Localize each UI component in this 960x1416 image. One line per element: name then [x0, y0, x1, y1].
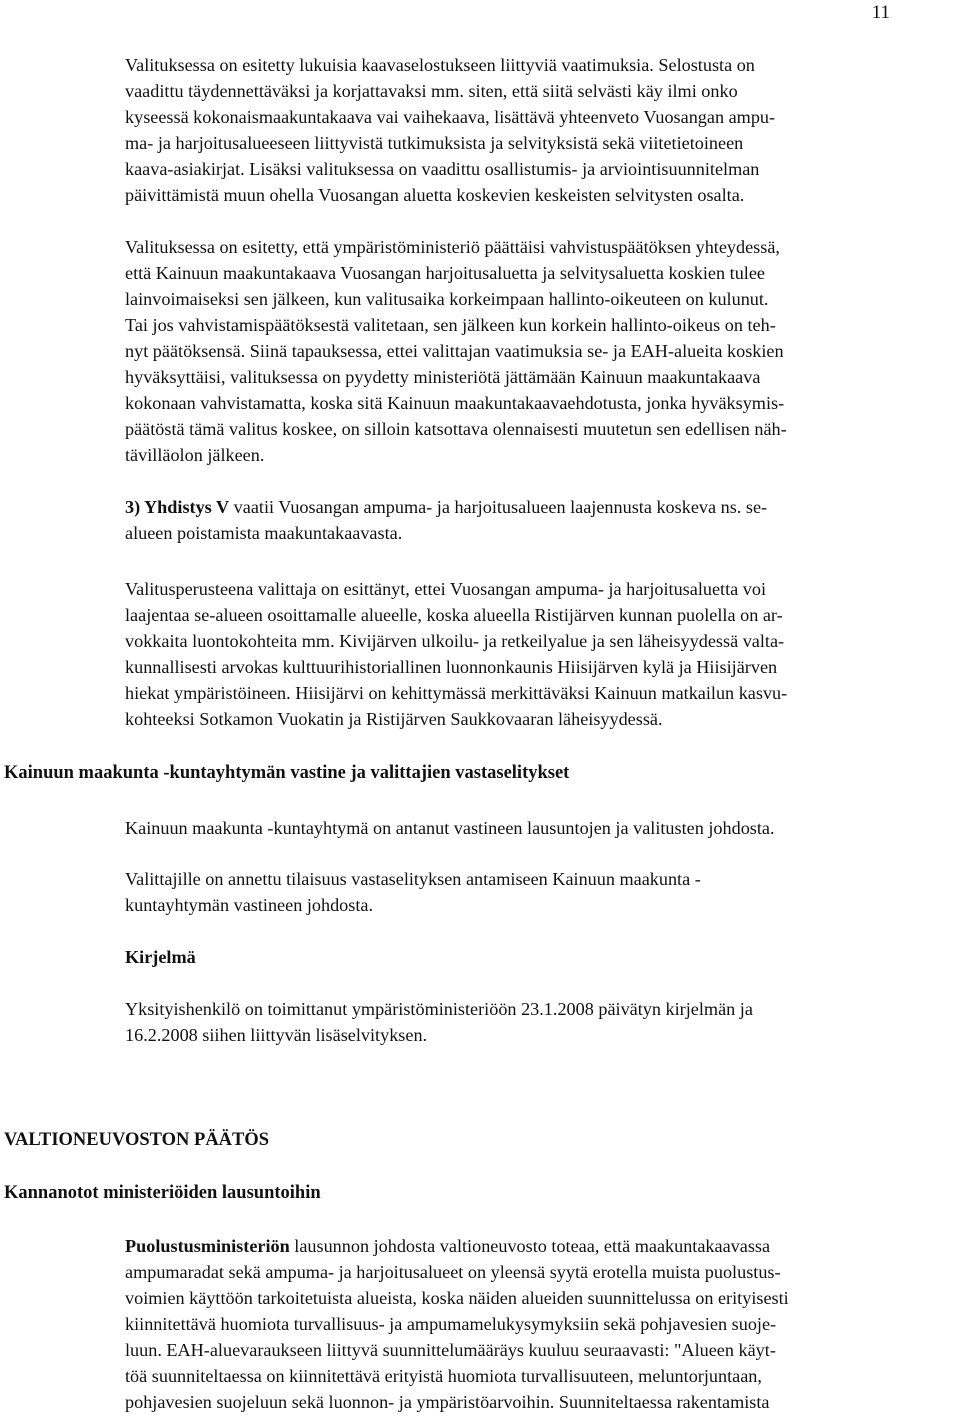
- text-line: töä suunniteltaessa on kiinnitettävä erityistä huomiota turvallisuuteen, meluntorjuntaan,: [125, 1366, 762, 1386]
- text-line: että Kainuun maakuntakaava Vuosangan harjoitusaluetta ja selvitysaluetta koskien tulee: [125, 263, 765, 283]
- text-line: kuntayhtymän vastineen johdosta.: [125, 895, 374, 915]
- text-line: Valituksessa on esitetty, että ympäristöministeriö päättäisi vahvistuspäätöksen yhteydessä,: [125, 237, 780, 257]
- text-fragment: vaatii Vuosangan ampuma- ja harjoitusalueen laajennusta koskeva ns. se-: [229, 497, 768, 517]
- text-line: luun. EAH-aluevaraukseen liittyvä suunnittelumääräys kuuluu seuraavasti: "Alueen käyt-: [125, 1340, 776, 1360]
- text-line: kiinnitettävä huomiota turvallisuus- ja ampumamelukysymyksiin sekä pohjavesien suoje-: [125, 1314, 777, 1334]
- text-line: [125, 494, 955, 520]
- text-line: päätöstä tämä valitus koskee, on silloin katsottava olennaisesti muutetun sen edellisen näh-: [125, 419, 787, 439]
- text-line: lainvoimaiseksi sen jälkeen, kun valitusaika korkeimpaan hallinto-oikeuteen on kulunut.: [125, 289, 769, 309]
- section-heading-vastine: Kainuun maakunta -kuntayhtymän vastine ja valittajien vastaselitykset: [4, 763, 570, 783]
- text-line: kohteeksi Sotkamon Vuokatin ja Ristijärven Saukkovaaran läheisyydessä.: [125, 709, 663, 729]
- subheading-kirjelma: Kirjelmä: [125, 947, 196, 967]
- section-heading-kannanotot: Kannanotot ministeriöiden lausuntoihin: [4, 1183, 321, 1203]
- paragraph-kirjelma: [125, 996, 955, 1048]
- text-line: laajentaa se-alueen osoittamalle alueelle, koska alueella Ristijärven kunnan puolella on ar-: [125, 605, 783, 625]
- text-line: hiekat ympäristöineen. Hiisijärvi on kehittymässä merkittäväksi Kainuun matkailun kasvu-: [125, 683, 788, 703]
- text-line: Kainuun maakunta -kuntayhtymä on antanut vastineen lausuntojen ja valitusten johdosta.: [125, 818, 775, 838]
- bold-lead: Puolustusministeriön: [125, 1236, 290, 1256]
- paragraph-puolustusministerio: [125, 1233, 955, 1415]
- page-number: 11: [871, 2, 890, 23]
- text-fragment: lausunnon johdosta valtioneuvosto toteaa, että maakuntakaavassa: [289, 1236, 771, 1256]
- text-line: Tai jos vahvistamispäätöksestä valitetaan, sen jälkeen kun korkein hallinto-oikeus on teh-: [125, 315, 776, 335]
- text-line: Valituksessa on esitetty lukuisia kaavaselostukseen liittyviä vaatimuksia. Selostusta on: [125, 55, 755, 75]
- text-line: hyväksyttäisi, valituksessa on pyydetty ministeriötä jättämään Kainuun maakuntakaava: [125, 367, 761, 387]
- paragraph-yhdistys-v: [125, 494, 955, 546]
- paragraph-vahvistus: [125, 234, 955, 468]
- paragraph-vastaselitys: [125, 866, 955, 918]
- text-line: kaava-asiakirjat. Lisäksi valituksessa on vaadittu osallistumis- ja arviointisuunnitelman: [125, 159, 760, 179]
- text-line: ampumaradat sekä ampuma- ja harjoitusalueet on yleensä syytä erotella muista puolustus-: [125, 1262, 781, 1282]
- paragraph-vastine: [125, 815, 955, 841]
- text-line: vokkaita luontokohteita mm. Kivijärven ulkoilu- ja retkeilyalue ja sen läheisyydessä valta-: [125, 631, 785, 651]
- text-line: ma- ja harjoitusalueeseen liittyvistä tutkimuksista ja selvityksistä sekä viitetietoineen: [125, 133, 744, 153]
- text-line: vaadittu täydennettäväksi ja korjattavaksi mm. siten, että siitä selvästi käy ilmi onko: [125, 81, 738, 101]
- text-line: kokonaan vahvistamatta, koska sitä Kainuun maakuntakaavaehdotusta, jonka hyväksymis-: [125, 393, 785, 413]
- bold-lead: 3) Yhdistys V: [125, 497, 230, 517]
- text-line: tävilläolon jälkeen.: [125, 445, 265, 465]
- text-line: Valittajille on annettu tilaisuus vastaselityksen antamiseen Kainuun maakunta -: [125, 869, 701, 889]
- text-line: alueen poistamista maakuntakaavasta.: [125, 523, 403, 543]
- paragraph-kaavaselostus: [125, 52, 955, 208]
- text-line: [125, 1233, 955, 1259]
- text-line: voimien käyttöön tarkoitetuista alueista, koska näiden alueiden suunnittelussa on erityisesti: [125, 1288, 789, 1308]
- text-line: päivittämistä muun ohella Vuosangan aluetta koskevien keskeisten selvitysten osalta.: [125, 185, 745, 205]
- text-line: Valitusperusteena valittaja on esittänyt, ettei Vuosangan ampuma- ja harjoitusaluetta voi: [125, 579, 767, 599]
- text-line: pohjavesien suojeluun sekä luonnon- ja ympäristöarvoihin. Suunniteltaessa rakentamista: [125, 1392, 770, 1412]
- section-heading-valtioneuvoston-paatos: VALTIONEUVOSTON PÄÄTÖS: [4, 1130, 270, 1150]
- text-line: kyseessä kokonaismaakuntakaava vai vaihekaava, lisättävä yhteenveto Vuosangan ampu-: [125, 107, 776, 127]
- text-line: nyt päätöksensä. Siinä tapauksessa, ettei valittajan vaatimuksia se- ja EAH-alueita koskien: [125, 341, 784, 361]
- text-line: kunnallisesti arvokas kulttuurihistoriallinen luonnonkaunis Hiisijärven kylä ja Hiisijärven: [125, 657, 778, 677]
- text-line: Yksityishenkilö on toimittanut ympäristöministeriöön 23.1.2008 päivätyn kirjelmän ja: [125, 999, 753, 1019]
- paragraph-valitusperuste: [125, 576, 955, 732]
- text-line: 16.2.2008 siihen liittyvän lisäselvityksen.: [125, 1025, 428, 1045]
